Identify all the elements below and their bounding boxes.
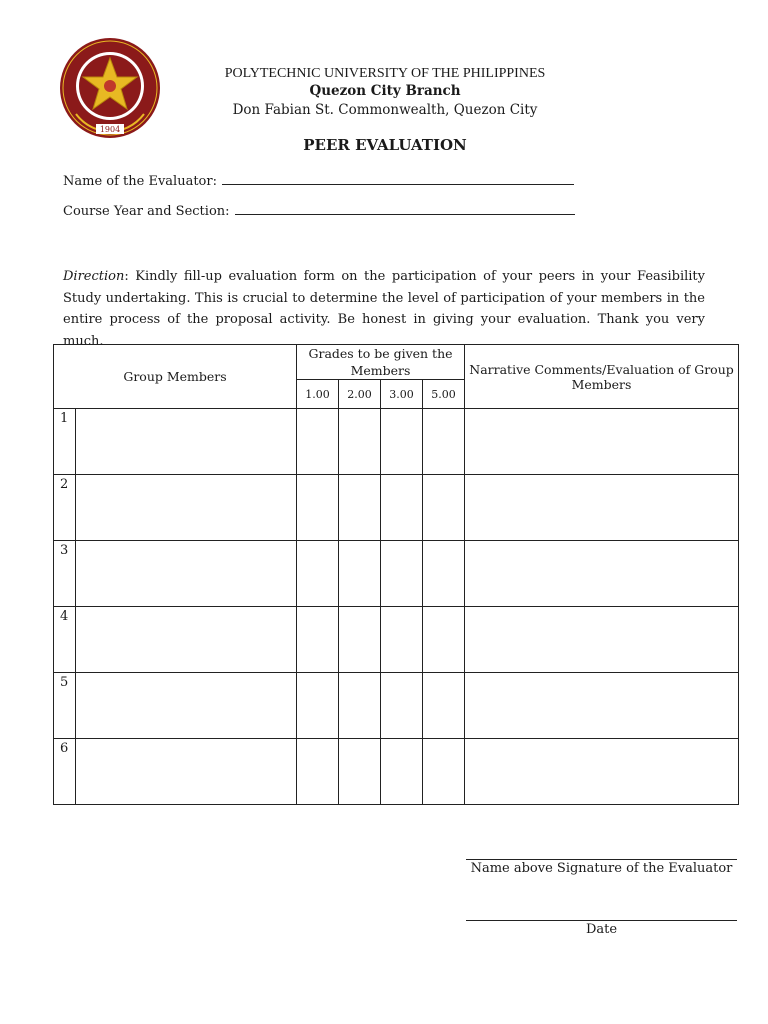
grade-cell-4[interactable] [423, 475, 465, 541]
grade-cell-1[interactable] [297, 673, 339, 739]
branch-name: Quezon City Branch [309, 83, 461, 99]
comment-cell[interactable] [465, 541, 739, 607]
grade-cell-2[interactable] [339, 409, 381, 475]
row-number: 1 [54, 409, 76, 475]
evaluator-name-label: Name of the Evaluator: [63, 174, 217, 189]
table-row [54, 673, 739, 739]
table-row [54, 607, 739, 673]
direction-lead: Direction [63, 269, 125, 284]
grade-cell-2[interactable] [339, 739, 381, 805]
grade-header-4: 5.00 [423, 380, 465, 409]
table-row [54, 541, 739, 607]
grade-cell-2[interactable] [339, 475, 381, 541]
grade-header-2: 2.00 [339, 380, 381, 409]
grade-cell-1[interactable] [297, 541, 339, 607]
row-number: 3 [54, 541, 76, 607]
peer-evaluation-table [53, 344, 739, 805]
grade-cell-3[interactable] [381, 739, 423, 805]
grade-cell-4[interactable] [423, 673, 465, 739]
grade-cell-3[interactable] [381, 541, 423, 607]
member-name-cell[interactable] [76, 739, 297, 805]
signature-line[interactable] [466, 859, 737, 860]
member-name-cell[interactable] [76, 607, 297, 673]
university-name: POLYTECHNIC UNIVERSITY OF THE PHILIPPINES [224, 66, 546, 81]
grade-cell-3[interactable] [381, 607, 423, 673]
grade-cell-2[interactable] [339, 673, 381, 739]
course-section-line[interactable] [235, 213, 575, 215]
grade-cell-4[interactable] [423, 541, 465, 607]
member-name-cell[interactable] [76, 673, 297, 739]
grade-header-1: 1.00 [297, 380, 339, 409]
university-seal-logo [58, 36, 162, 140]
grade-cell-1[interactable] [297, 607, 339, 673]
comments-header: Narrative Comments/Evaluation of Group Members [465, 345, 739, 409]
comment-cell[interactable] [465, 607, 739, 673]
row-number: 4 [54, 607, 76, 673]
course-section-field[interactable] [63, 204, 575, 219]
evaluator-name-field[interactable] [63, 174, 574, 189]
member-name-cell[interactable] [76, 409, 297, 475]
evaluator-name-line[interactable] [222, 183, 574, 185]
grade-cell-4[interactable] [423, 409, 465, 475]
grade-cell-2[interactable] [339, 541, 381, 607]
comment-cell[interactable] [465, 739, 739, 805]
signature-label: Name above Signature of the Evaluator [470, 861, 733, 876]
direction-text: : Kindly fill-up evaluation form on the participation of your peers in your Feasibility Study undertaking. This is crucial to determine the level of participation of your members in the entire process of the proposal activity. Be honest in giving your evaluation. Thank you very much. [63, 269, 705, 349]
grade-cell-2[interactable] [339, 607, 381, 673]
group-members-header: Group Members [54, 345, 297, 409]
grade-cell-1[interactable] [297, 739, 339, 805]
grade-cell-4[interactable] [423, 739, 465, 805]
grade-cell-1[interactable] [297, 475, 339, 541]
grade-header-3: 3.00 [381, 380, 423, 409]
row-number: 6 [54, 739, 76, 805]
date-line[interactable] [466, 920, 737, 921]
grade-cell-3[interactable] [381, 673, 423, 739]
member-name-cell[interactable] [76, 475, 297, 541]
form-title: PEER EVALUATION [303, 136, 467, 154]
grade-cell-3[interactable] [381, 409, 423, 475]
grade-cell-1[interactable] [297, 409, 339, 475]
branch-address: Don Fabian St. Commonwealth, Quezon City [232, 102, 538, 118]
comment-cell[interactable] [465, 409, 739, 475]
date-label: Date [585, 922, 618, 937]
grade-cell-3[interactable] [381, 475, 423, 541]
table-row [54, 475, 739, 541]
course-section-label: Course Year and Section: [63, 204, 230, 219]
comment-cell[interactable] [465, 673, 739, 739]
table-row [54, 409, 739, 475]
direction-paragraph [63, 266, 705, 352]
member-name-cell[interactable] [76, 541, 297, 607]
seal-year: 1904 [99, 125, 121, 134]
table-row [54, 739, 739, 805]
row-number: 2 [54, 475, 76, 541]
row-number: 5 [54, 673, 76, 739]
comment-cell[interactable] [465, 475, 739, 541]
grades-header: Grades to be given the Members [297, 345, 465, 380]
grade-cell-4[interactable] [423, 607, 465, 673]
